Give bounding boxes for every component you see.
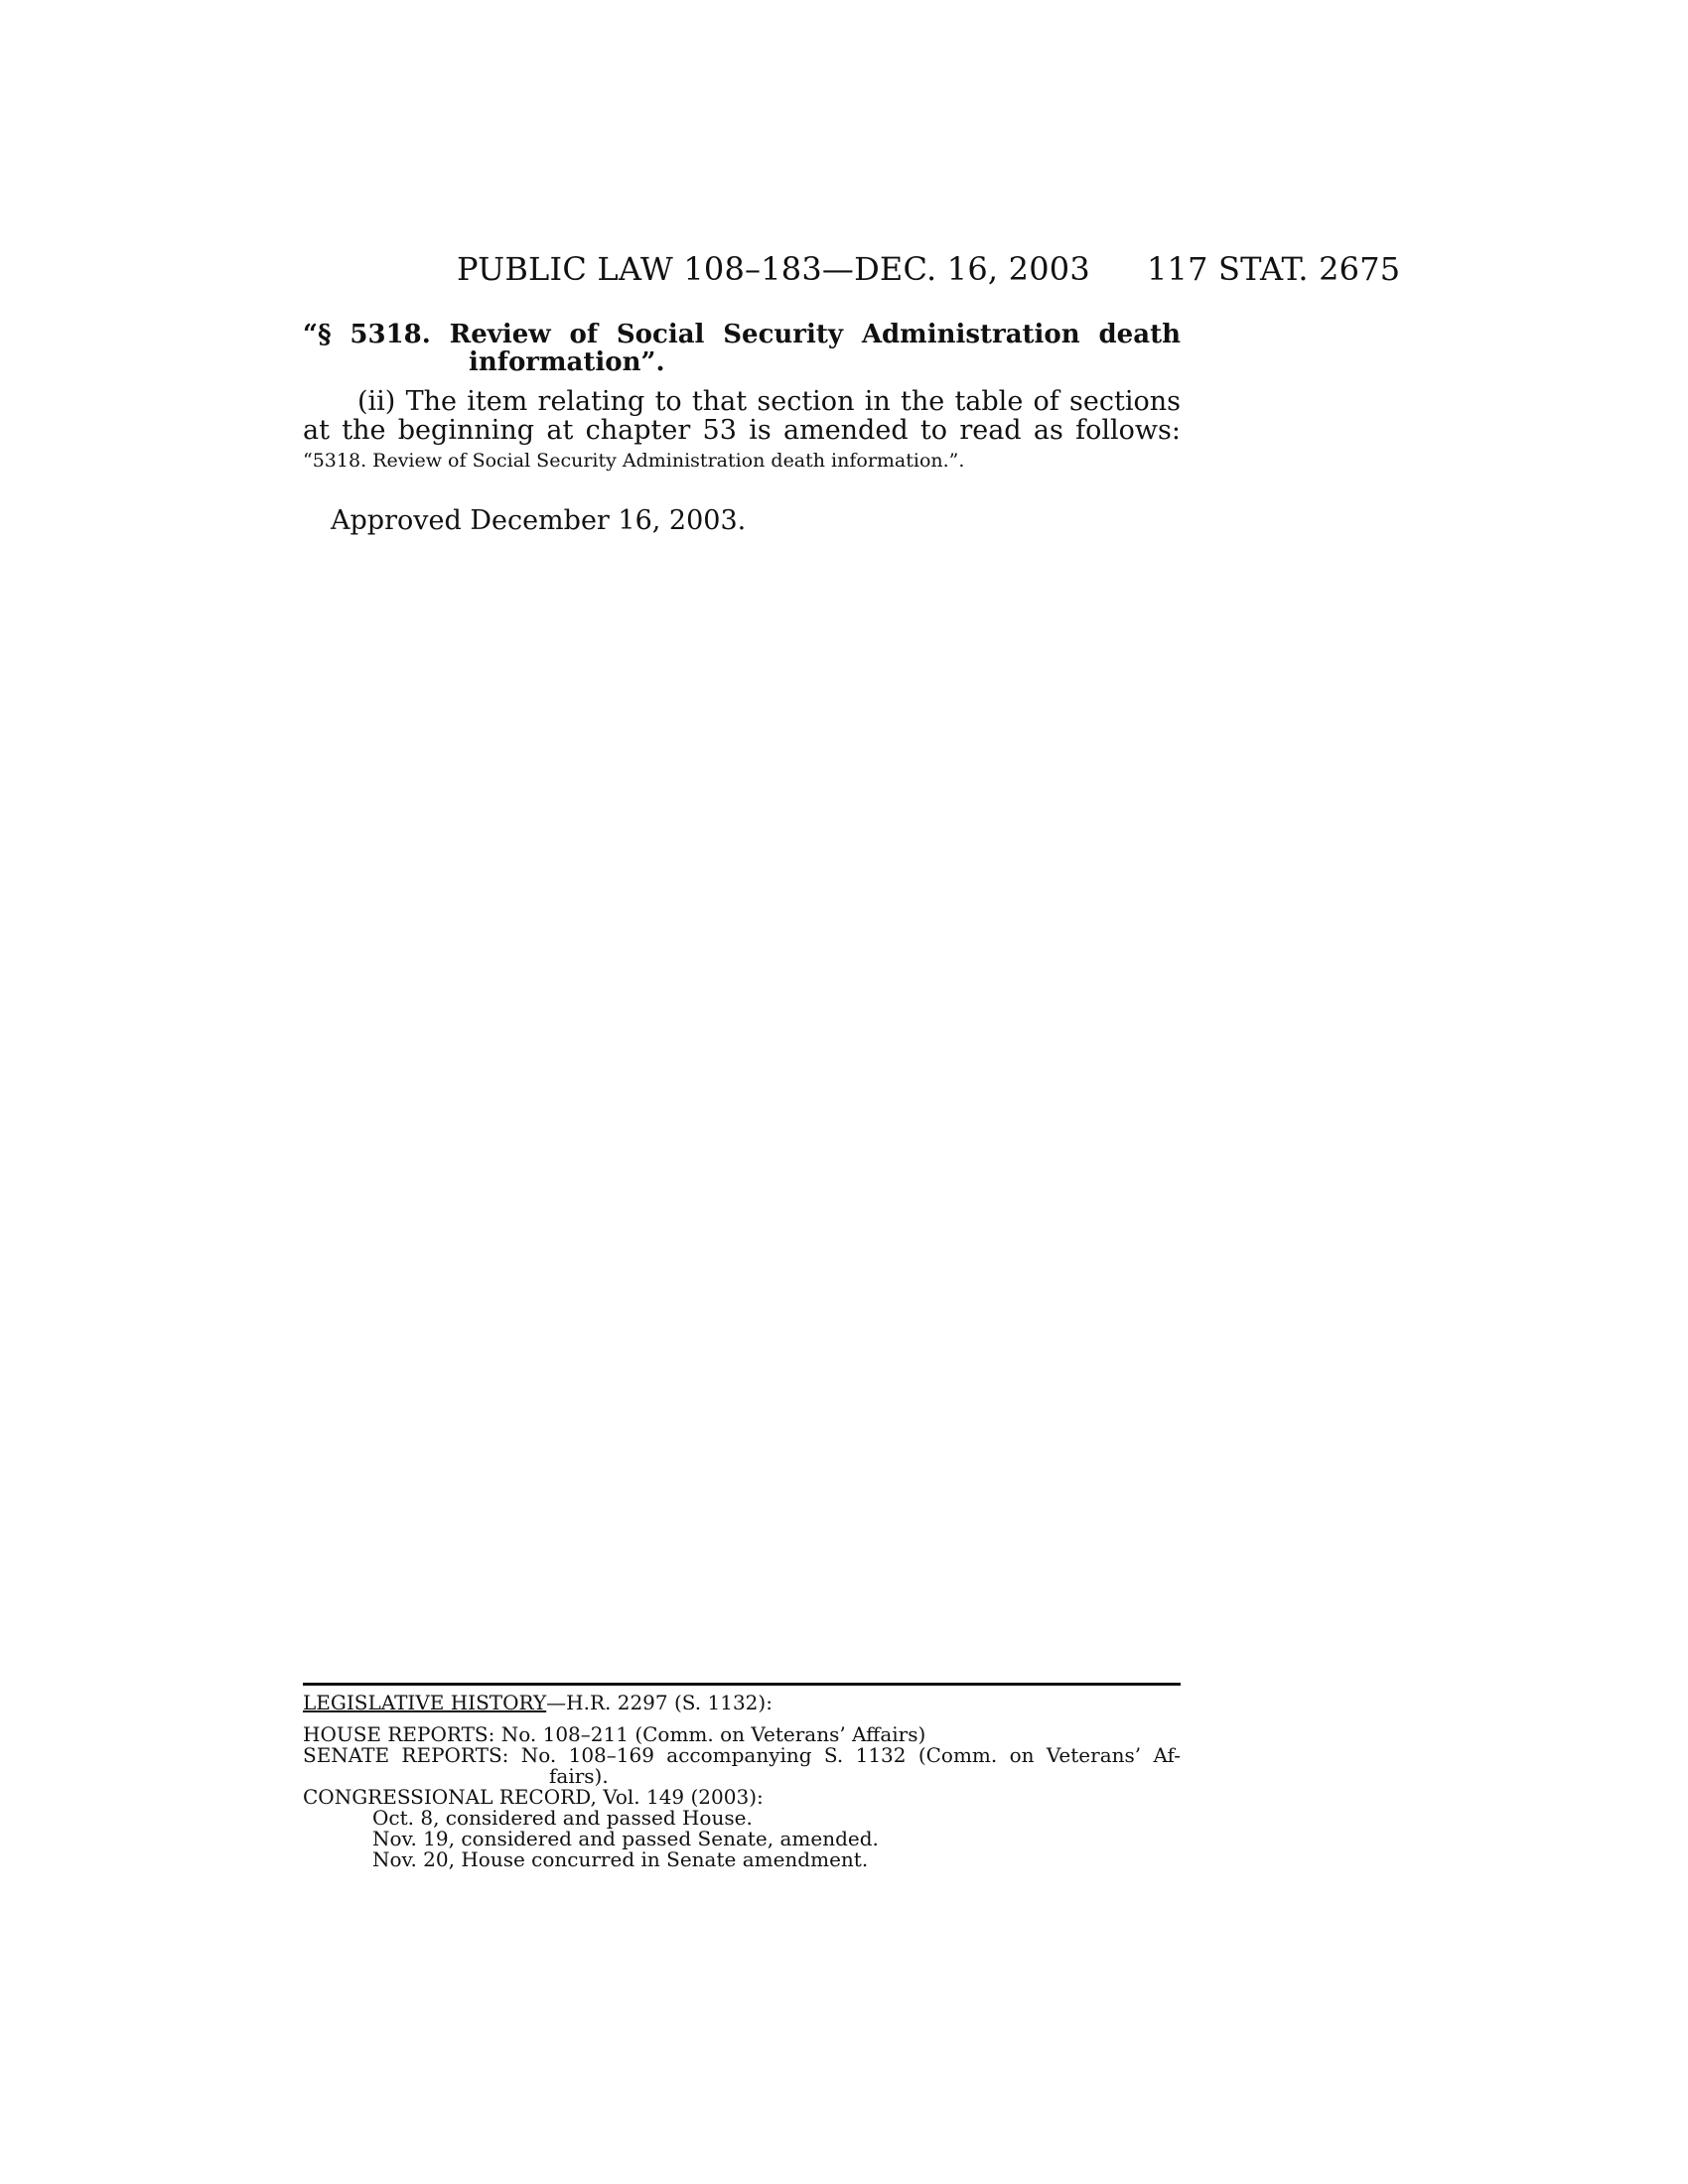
section-heading-line1: “§ 5318. Review of Social Security Administration death: [303, 320, 1181, 349]
paragraph-ii-line1: (ii) The item relating to that section in the table of sections: [357, 386, 1181, 417]
running-header-law: PUBLIC LAW 108–183—DEC. 16, 2003: [457, 250, 1090, 288]
legislative-history-title: LEGISLATIVE HISTORY: [303, 1691, 547, 1714]
toc-entry: “5318. Review of Social Security Administration death information.”.: [303, 450, 965, 472]
senate-reports-line2: fairs).: [549, 1764, 609, 1788]
house-reports: HOUSE REPORTS: No. 108–211 (Comm. on Veterans’ Affairs): [303, 1722, 926, 1746]
approval-date: Approved December 16, 2003.: [331, 505, 747, 536]
senate-reports-line1: SENATE REPORTS: No. 108–169 accompanying S. 1132 (Comm. on Veterans’ Af-: [303, 1743, 1181, 1767]
legislative-history-bill: —H.R. 2297 (S. 1132):: [546, 1691, 773, 1714]
congressional-record: CONGRESSIONAL RECORD, Vol. 149 (2003):: [303, 1785, 764, 1809]
history-action: Oct. 8, considered and passed House.: [372, 1806, 753, 1830]
paragraph-ii-line2: at the beginning at chapter 53 is amended to read as follows:: [303, 415, 1181, 446]
history-action: Nov. 19, considered and passed Senate, amended.: [372, 1827, 879, 1850]
running-header-stat: 117 STAT. 2675: [1147, 250, 1401, 288]
history-action: Nov. 20, House concurred in Senate amendment.: [372, 1847, 869, 1871]
legislative-history-heading: [303, 1693, 773, 1713]
section-heading-line2: information”.: [469, 347, 665, 377]
footnote-rule: [303, 1683, 1181, 1686]
